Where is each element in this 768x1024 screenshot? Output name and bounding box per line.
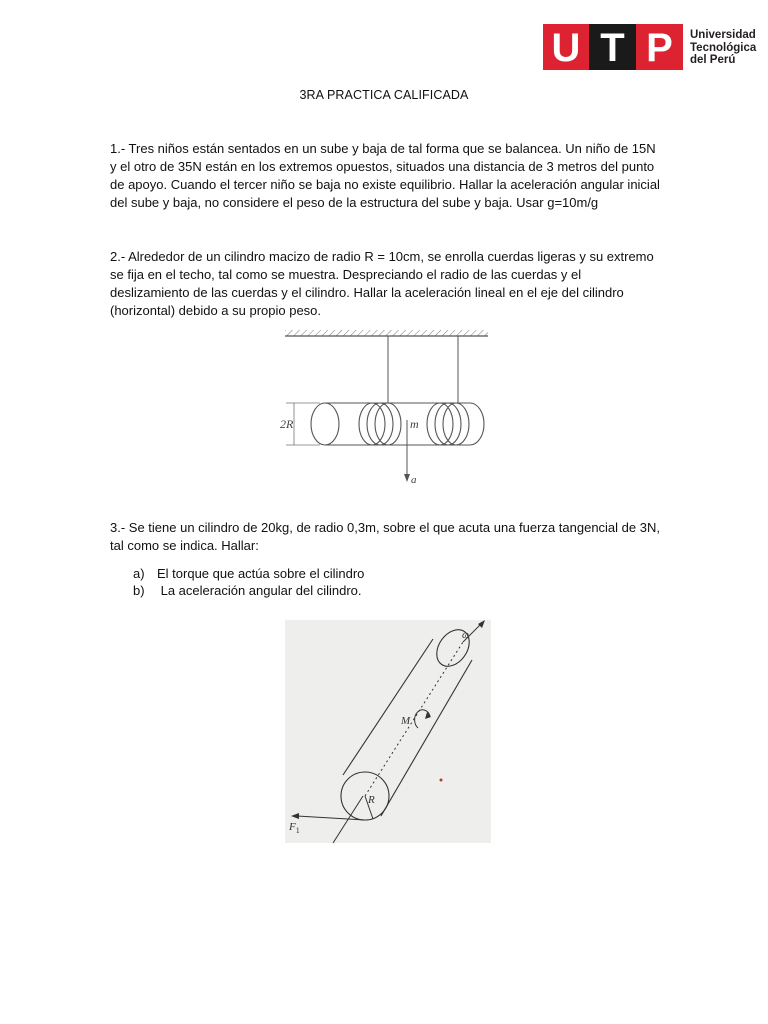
svg-text:P: P xyxy=(646,26,673,70)
ceiling-hatch xyxy=(285,330,488,336)
university-line-1: Universidad xyxy=(690,29,756,41)
problem-2-text: 2.- Alrededor de un cilindro macizo de radio R = 10cm, se enrolla cuerdas ligeras y su extremo se fija en el techo, tal como se muestra. Despreciando el radio de las cuerdas y el deslizamiento de las cuerdas y el cilindro. Hallar la aceleración lineal en el eje del cilindro (horizontal) debido a su propio peso. xyxy=(110,249,654,318)
figure-background xyxy=(285,620,491,843)
cylinder-hanging-figure xyxy=(280,328,490,490)
ink-dot xyxy=(440,779,443,782)
cylinder-body xyxy=(311,403,484,445)
tilted-cylinder-figure xyxy=(285,620,491,843)
university-line-2: Tecnológica xyxy=(690,41,757,54)
item-a-text: El torque que actúa sobre el cilindro xyxy=(157,566,365,581)
document-title: 3RA PRACTICA CALIFICADA xyxy=(299,88,469,102)
mass-label: m xyxy=(410,417,419,431)
utp-logo xyxy=(543,24,755,71)
force-label: $F_1$ xyxy=(289,821,300,835)
accel-label: a xyxy=(411,474,417,486)
svg-text:T: T xyxy=(600,26,625,70)
item-a-label: a) xyxy=(133,566,145,581)
item-b-label: b) xyxy=(133,583,145,598)
dim-label-2r: 2R xyxy=(280,417,294,431)
mass-label-m: M xyxy=(401,715,411,727)
item-b-text: La aceleración angular del cilindro. xyxy=(157,583,362,598)
accel-arrowhead xyxy=(404,474,410,482)
problem-1-text: 1.- Tres niños están sentados en un sube y baja de tal forma que se balancea. Un niño de 15N y el otro de 35N están en los extremos opuestos, situados una distancia de 3 metros del punto de apoyo. Cuando el tercer niño se baja no existe equilibrio. Hallar la aceleración angular inicial del sube y baja, no considere el peso de la estructura del sube y baja. Usar g=10m/g xyxy=(110,141,660,210)
problem-3-item-b xyxy=(133,582,362,600)
utp-logo-mark xyxy=(543,24,683,70)
university-name xyxy=(690,29,756,67)
university-line-3: del Perú xyxy=(690,54,736,66)
radius-label: R xyxy=(368,794,375,806)
svg-text:U: U xyxy=(551,26,581,70)
problem-3-item-a xyxy=(133,565,364,583)
problem-3-text: 3.- Se tiene un cilindro de 20kg, de radio 0,3m, sobre el que acuta una fuerza tangencial de 3N, tal como se indica. Hallar: xyxy=(110,520,660,553)
omega-label: ω xyxy=(462,630,470,641)
